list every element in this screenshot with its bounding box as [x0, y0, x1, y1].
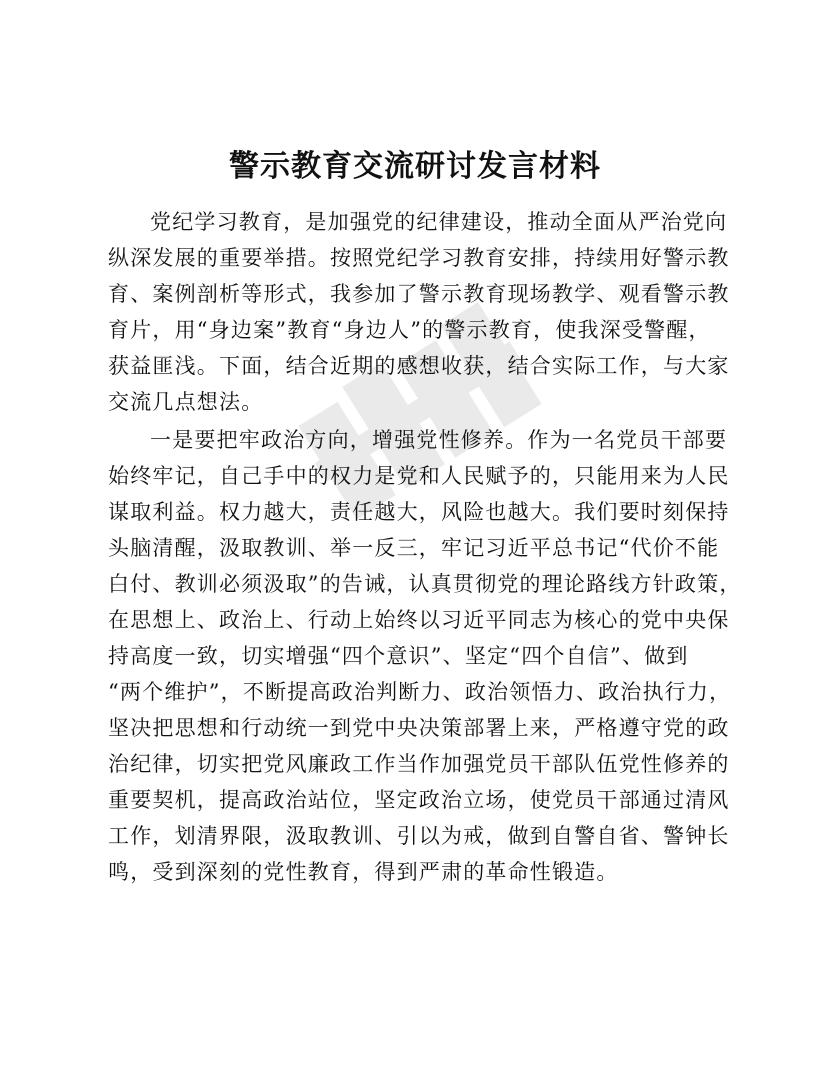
- paragraph-2-line-8: “两个维护”，不断提高政治判断力、政治领悟力、政治执行力，: [108, 680, 732, 704]
- paragraph-2-line-11: 重要契机，提高政治站位，坚定政治立场，使党员干部通过清风: [108, 788, 730, 812]
- paragraph-1-line-5: 获益匪浅。下面，结合近期的感想收获，结合实际工作，与大家: [108, 354, 730, 378]
- paragraph-2-line-2: 始终牢记，自己手中的权力是党和人民赋予的，只能用来为人民: [108, 464, 730, 488]
- paragraph-1-line-4: 育片，用“身边案”教育“身边人”的警示教育，使我深受警醒，: [108, 318, 711, 342]
- paragraph-2-line-12: 工作，划清界限，汲取教训、引以为戒，做到自警自省、警钟长: [108, 824, 730, 848]
- paragraph-2-line-4: 头脑清醒，汲取教训、举一反三，牢记习近平总书记“代价不能: [108, 536, 720, 560]
- paragraph-2-line-7: 持高度一致，切实增强“四个意识”、坚定“四个自信”、做到: [108, 644, 689, 668]
- paragraph-1-line-3: 育、案例剖析等形式，我参加了警示教育现场教学、观看警示教: [108, 282, 730, 306]
- paragraph-2-line-13: 鸣，受到深刻的党性教育，得到严肃的革命性锻造。: [108, 860, 619, 884]
- paragraph-2-line-5: 白付、教训必须汲取”的告诫，认真贯彻党的理论路线方针政策，: [108, 572, 742, 596]
- paragraph-2-line-10: 治纪律，切实把党风廉政工作当作加强党员干部队伍党性修养的: [108, 752, 730, 776]
- paragraph-2-line-3: 谋取利益。权力越大，责任越大，风险也越大。我们要时刻保持: [108, 500, 730, 524]
- paragraph-2-line-6: 在思想上、政治上、行动上始终以习近平同志为核心的党中央保: [108, 608, 730, 632]
- paragraph-1-line-2: 纵深发展的重要举措。按照党纪学习教育安排，持续用好警示教: [108, 246, 730, 270]
- paragraph-2-line-1: 一是要把牢政治方向，增强党性修养。作为一名党员干部要: [150, 428, 728, 452]
- paragraph-2-line-9: 坚决把思想和行动统一到党中央决策部署上来，严格遵守党的政: [108, 716, 730, 740]
- document-title: 警示教育交流研讨发言材料: [229, 149, 601, 184]
- paragraph-1-line-6: 交流几点想法。: [108, 390, 264, 414]
- paragraph-1-line-1: 党纪学习教育，是加强党的纪律建设，推动全面从严治党向: [150, 210, 728, 234]
